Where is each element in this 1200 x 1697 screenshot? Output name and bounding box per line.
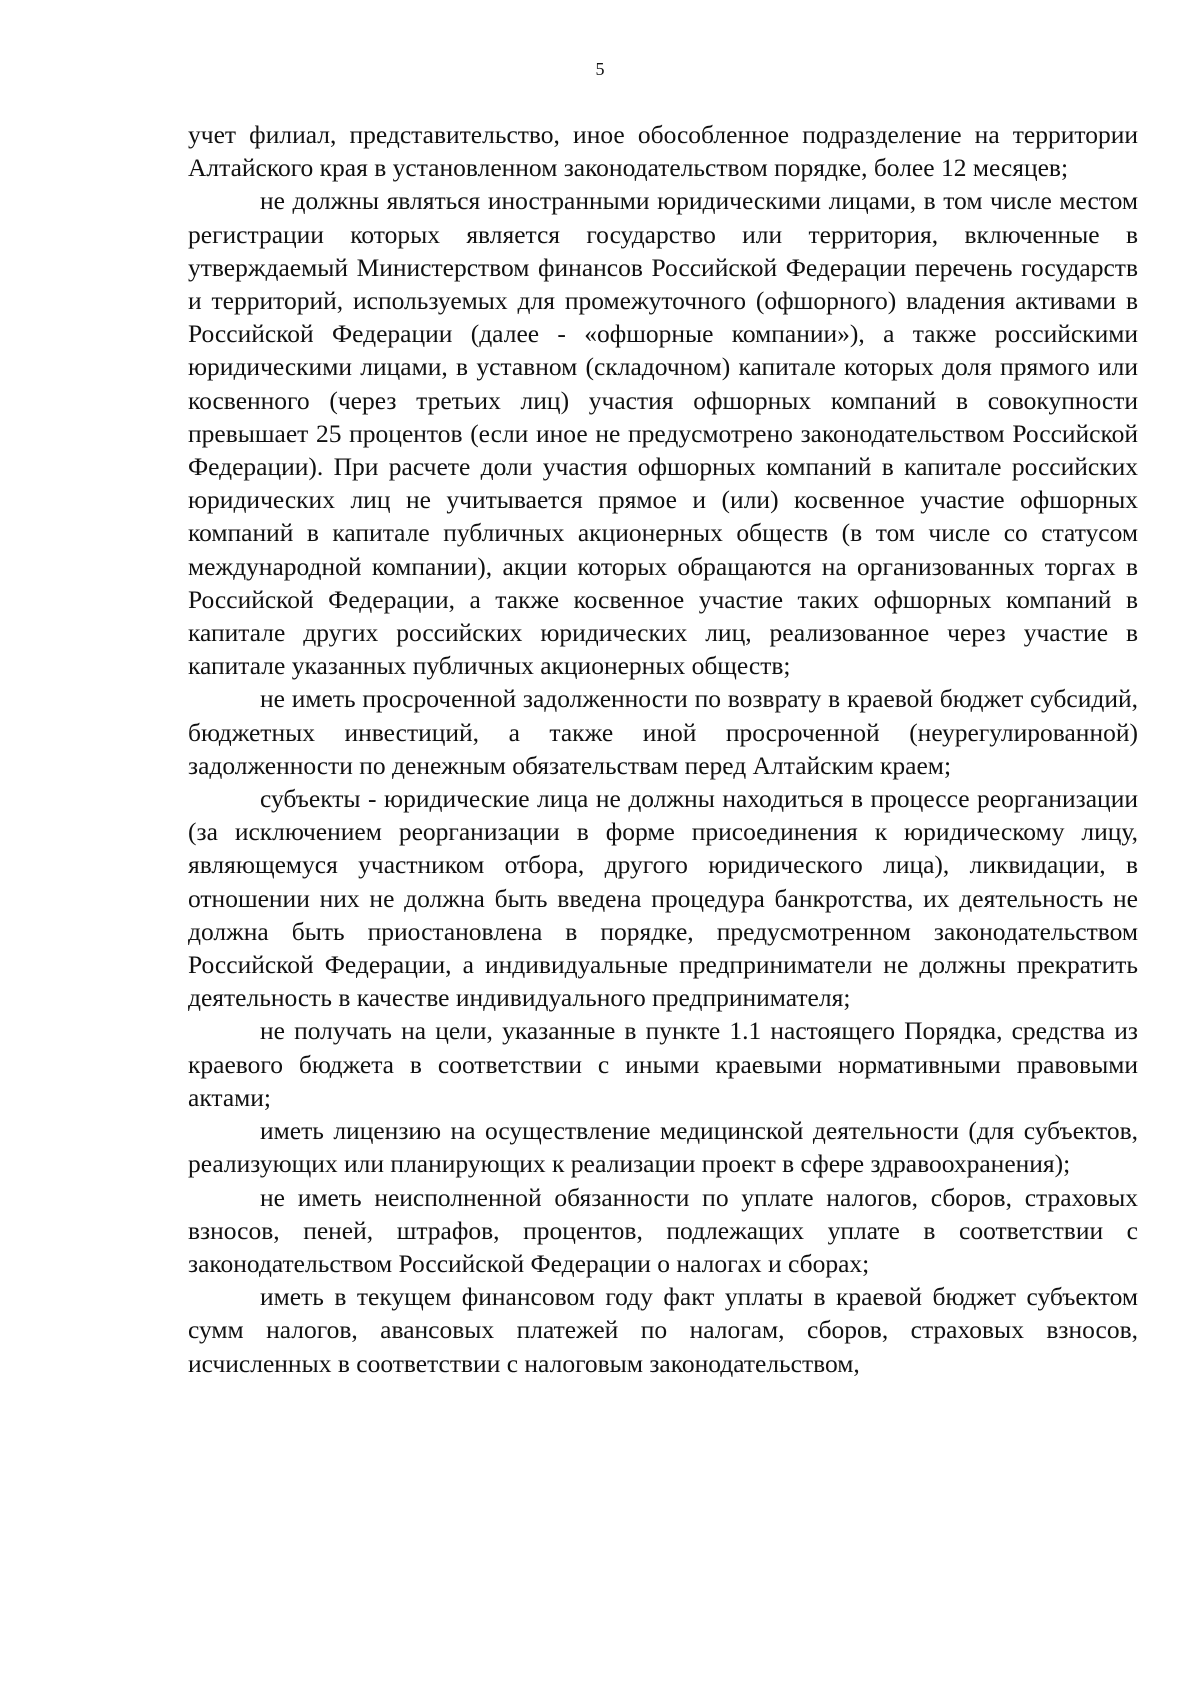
paragraph-no-reorganization: субъекты - юридические лица не должны находиться в процессе реорганизации (за исключением реорганизации в форме присоединения к юридическому лицу, являющемуся участником отбора, другого юридического лица), ликвидации, в отношении них не должна быть введена процедура банкротства, их деятельность не должна быть приостановлена в порядке, предусмотренном законодательством Российской Федерации, а индивидуальные предприниматели не должны прекратить деятельность в качестве индивидуального предпринимателя;: [188, 784, 1138, 1013]
paragraph-no-tax-arrears: не иметь неисполненной обязанности по уплате налогов, сборов, страховых взносов, пеней, штрафов, процентов, подлежащих уплате в соответствии с законодательством Российской Федерации о налогах и сборах;: [188, 1182, 1138, 1278]
paragraph-tax-payment-fact: иметь в текущем финансовом году факт уплаты в краевой бюджет субъектом сумм налогов, авансовых платежей по налогам, сборов, страховых взносов, исчисленных в соответствии с налоговым законодательством,: [188, 1282, 1138, 1378]
page-number: 5: [595, 59, 605, 79]
document-body: [188, 118, 1138, 1380]
paragraph-continuation: учет филиал, представительство, иное обособленное подразделение на территории Алтайского края в установленном законодательством порядке, более 12 месяцев;: [188, 120, 1138, 183]
paragraph-offshore-requirement: не должны являться иностранными юридическими лицами, в том числе местом регистрации которых является государство или территория, включенные в утверждаемый Министерством финансов Российской Федерации перечень государств и территорий, используемых для промежуточного (офшорного) владения активами в Российской Федерации (далее - «офшорные компании»), а также российскими юридическими лицами, в уставном (складочном) капитале которых доля прямого или косвенного (через третьих лиц) участия офшорных компаний в совокупности превышает 25 процентов (если иное не предусмотрено законодательством Российской Федерации). При расчете доли участия офшорных компаний в капитале российских юридических лиц не учитывается прямое и (или) косвенное участие офшорных компаний в капитале публичных акционерных обществ (в том числе со статусом международной компании), акции которых обращаются на организованных торгах в Российской Федерации, а также косвенное участие таких офшорных компаний в капитале других российских юридических лиц, реализованное через участие в капитале указанных публичных акционерных обществ;: [188, 186, 1138, 681]
paragraph-medical-license: иметь лицензию на осуществление медицинской деятельности (для субъектов, реализующих или планирующих к реализации проект в сфере здравоохранения);: [188, 1116, 1138, 1179]
paragraph-no-other-funding: не получать на цели, указанные в пункте 1.1 настоящего Порядка, средства из краевого бюджета в соответствии с иными краевыми нормативными правовыми актами;: [188, 1016, 1138, 1112]
paragraph-no-overdue-debt: не иметь просроченной задолженности по возврату в краевой бюджет субсидий, бюджетных инвестиций, а также иной просроченной (неурегулированной) задолженности по денежным обязательствам перед Алтайским краем;: [188, 684, 1138, 780]
